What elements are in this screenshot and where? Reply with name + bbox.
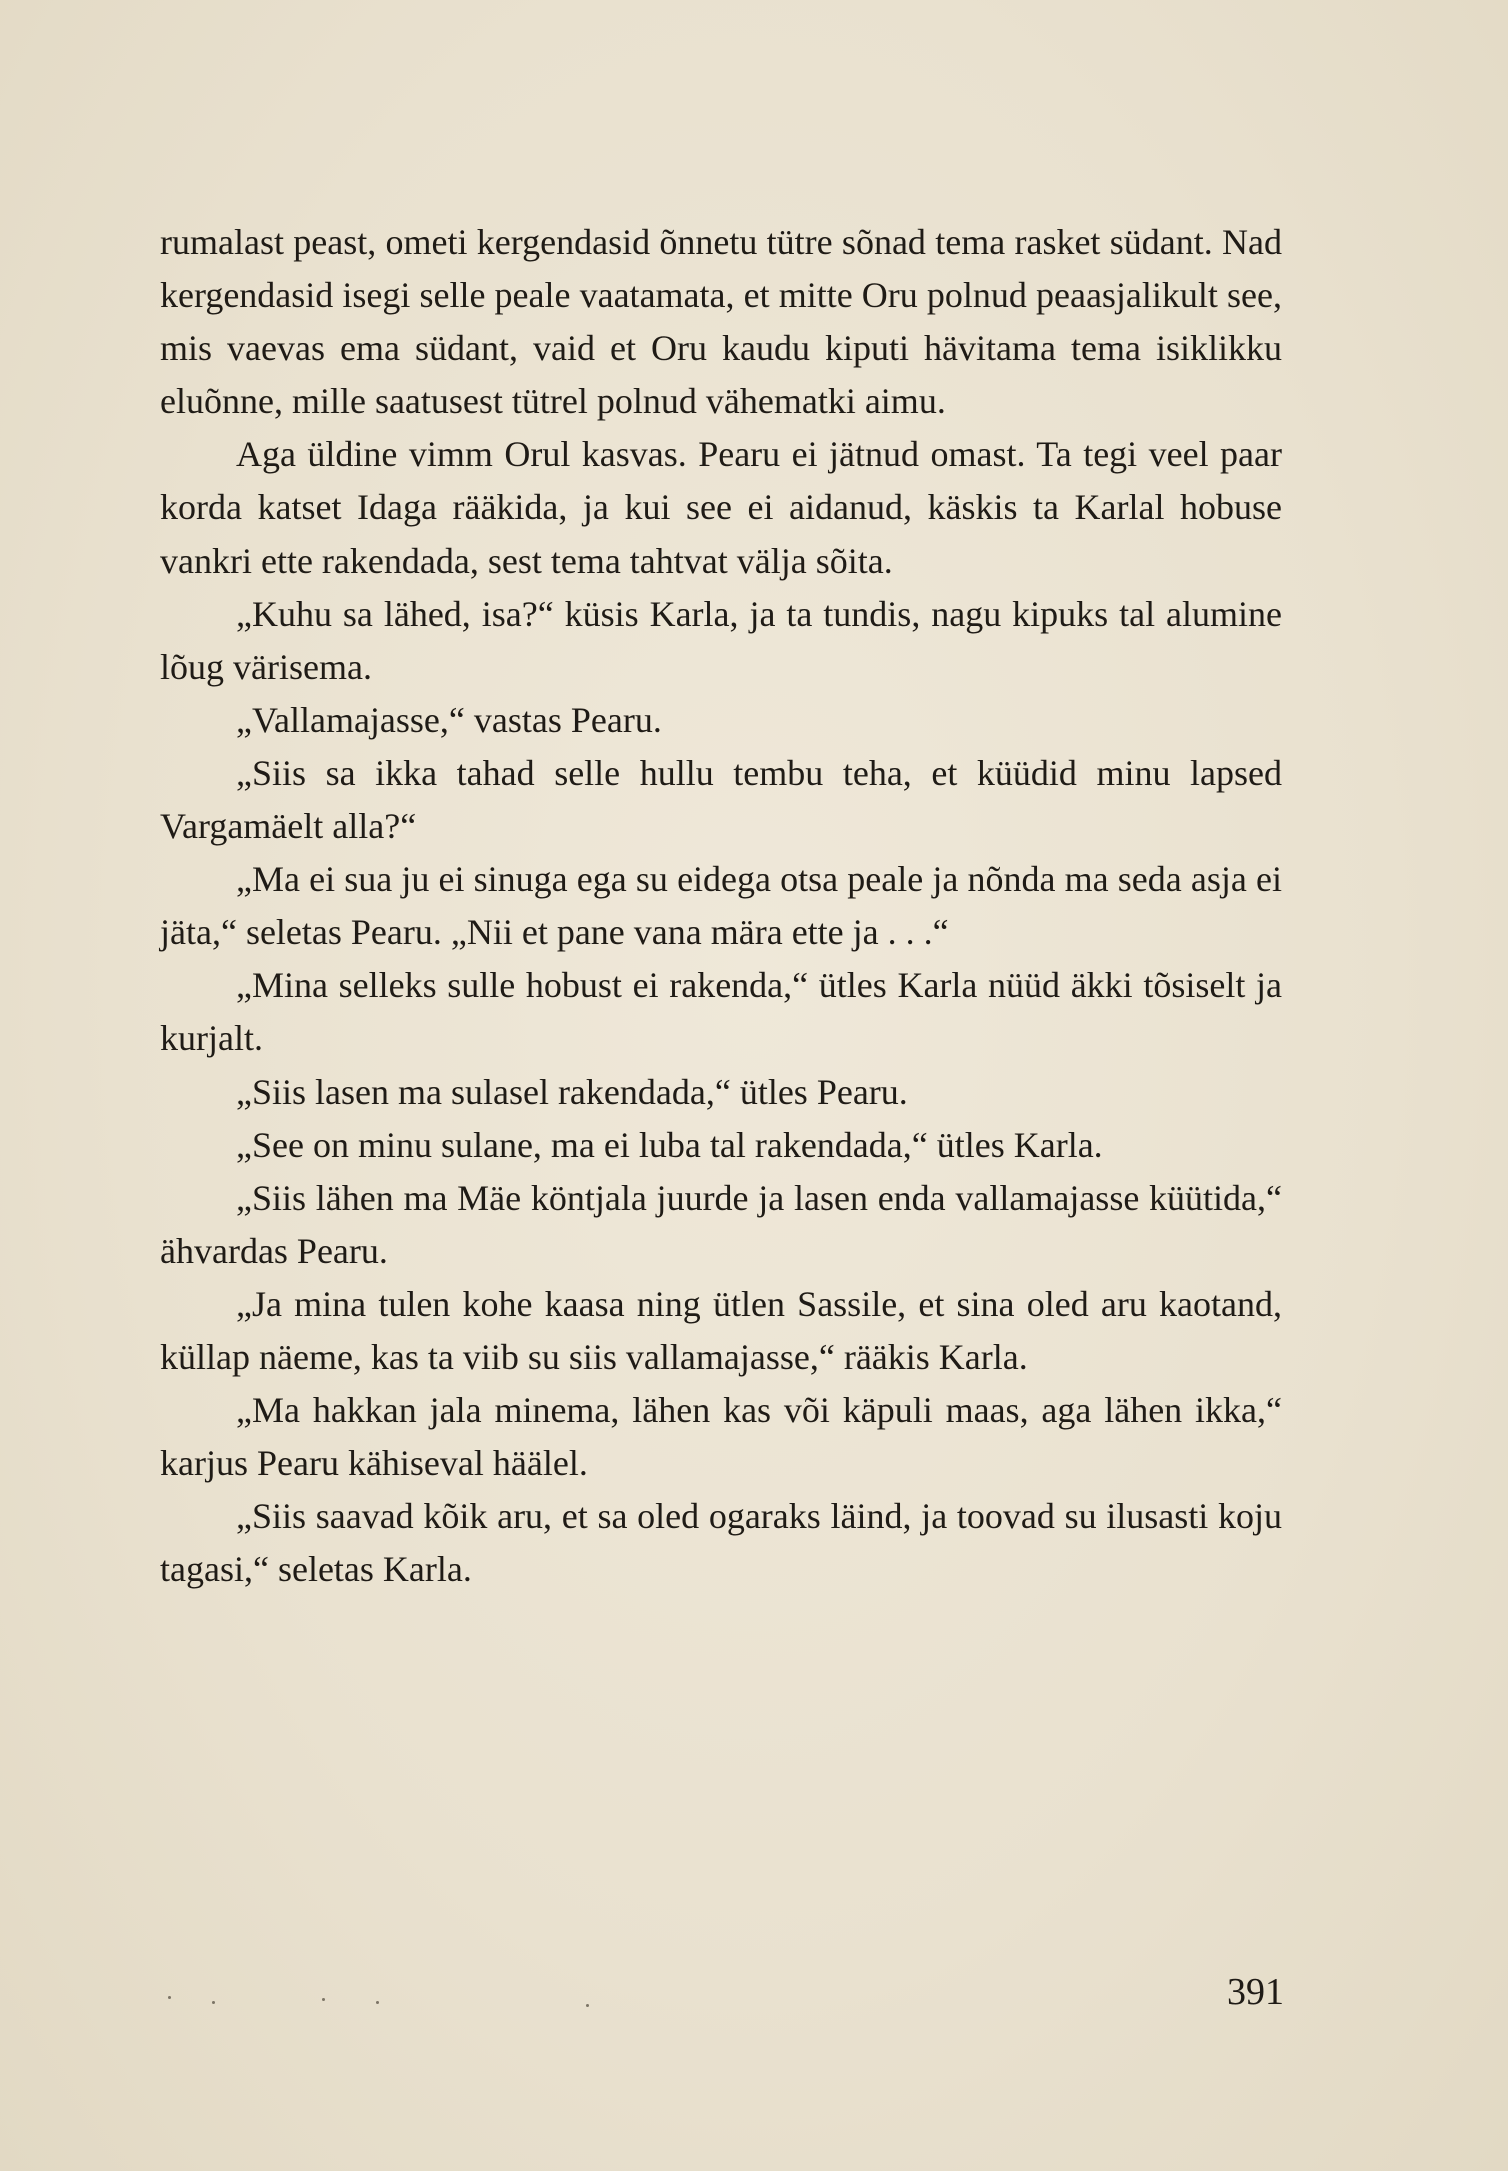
dialogue-paragraph: „Siis saavad kõik aru, et sa oled ogaraks läind, ja toovad su ilusasti koju tagasi,“ seletas Karla.	[160, 1496, 1282, 1590]
dialogue-paragraph: „Ja mina tulen kohe kaasa ning ütlen Sassile, et sina oled aru kaotand, küllap näeme, kas ta viib su siis vallamajasse,“ rääkis Karla.	[160, 1283, 1282, 1377]
paragraph-continued: rumalast peast, ometi kergendasid õnnetu tütre sõnad tema rasket südant. Nad kergendasid isegi selle peale vaatamata, et mitte Oru polnud peaasjalikult see, mis vaevas ema südant, vaid et Oru kaudu kiputi hävitama tema isiklikku eluõnne, mille saatusest tütrel polnud vähematki aimu.	[160, 222, 1282, 422]
dialogue-paragraph: „Siis sa ikka tahad selle hullu tembu teha, et küüdid minu lapsed Vargamäelt alla?“	[160, 752, 1282, 847]
dialogue-paragraph: „Siis lasen ma sulasel rakendada,“ ütles Pearu.	[236, 1071, 908, 1112]
dialogue-paragraph: „Kuhu sa lähed, isa?“ küsis Karla, ja ta tundis, nagu kipuks tal alumine lõug värisema.	[160, 593, 1282, 687]
body-text	[160, 216, 1282, 1596]
dialogue-paragraph: „Ma ei sua ju ei sinuga ega su eidega otsa peale ja nõnda ma seda asja ei jäta,“ seletas Pearu. „Nii et pane vana mära ette ja . . .“	[160, 859, 1282, 953]
page-number: 391	[1227, 1971, 1284, 2013]
dialogue-paragraph: „See on minu sulane, ma ei luba tal rakendada,“ ütles Karla.	[236, 1124, 1103, 1165]
print-specks	[168, 1992, 608, 2012]
dialogue-paragraph: „Ma hakkan jala minema, lähen kas või käpuli maas, aga lähen ikka,“ karjus Pearu kähiseval häälel.	[160, 1390, 1282, 1484]
dialogue-paragraph: „Vallamajasse,“ vastas Pearu.	[236, 699, 662, 740]
dialogue-paragraph: „Siis lähen ma Mäe köntjala juurde ja lasen enda vallamajasse küütida,“ ähvardas Pearu.	[160, 1177, 1282, 1271]
paragraph: Aga üldine vimm Orul kasvas. Pearu ei jätnud omast. Ta tegi veel paar korda katset Idaga rääkida, ja kui see ei aidanud, käskis ta Karlal hobuse vankri ette rakendada, sest tema tahtvat välja sõita.	[160, 434, 1282, 581]
dialogue-paragraph: „Mina selleks sulle hobust ei rakenda,“ ütles Karla nüüd äkki tõsiselt ja kurjalt.	[160, 965, 1282, 1059]
